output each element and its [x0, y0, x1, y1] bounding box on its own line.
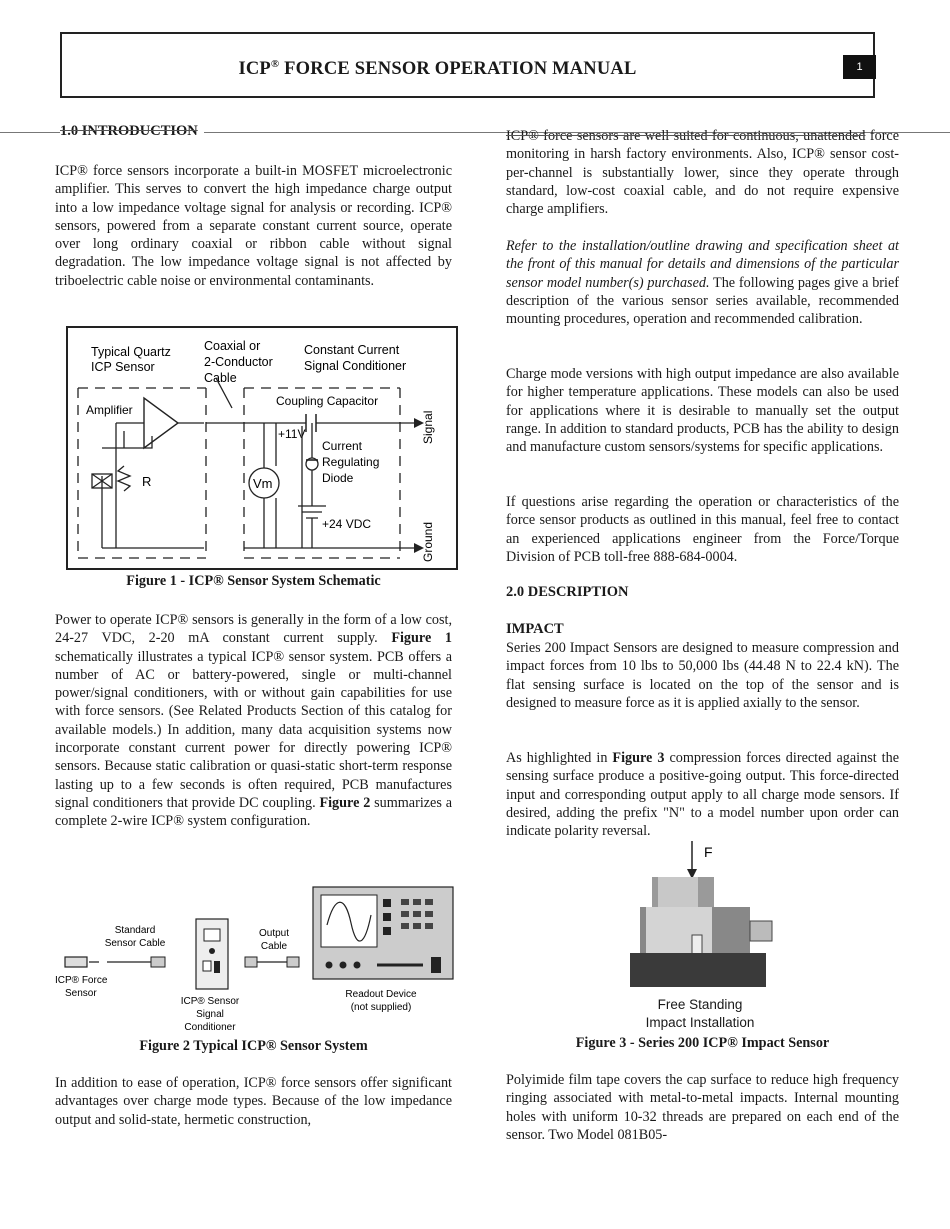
- intro-paragraph-2: Power to operate ICP® sensors is generally in the form of a low cost, 24-27 VDC, 2-20 mA constant current supply. Figure 1 schematically illustrates a typical ICP® sensor system. PCB offers a number of AC or battery-powered, single or multi-channel power/signal conditioners, with or without gain capabilities for use with force sensors. (See Related Products Section of this catalog for available models.) In addition, many data acquisition systems now incorporate constant current power for directly powering ICP® sensors. Because static calibration or quasi-static short-term response lasting up to a few seconds is often required, PCB manufactures signal conditioners that provide DC coupling. Figure 2 summarizes a complete 2-wire ICP® system configuration.: [55, 612, 453, 830]
- fig2-readout-2: (not supplied): [350, 1002, 412, 1013]
- fig1-signal-label: Signal: [421, 410, 435, 444]
- right-paragraph-3: Charge mode versions with high output impedance are also available for higher temperature applications. These models can also be used for applications where it is desirable to manually set the output range. In addition to standard products, PCB has the ability to design and manufacture custom sensors/systems for specific applications.: [506, 366, 899, 456]
- fig1-label-sensor-1: Typical Quartz: [91, 345, 171, 359]
- fig1-label-cable-2: 2-Conductor: [204, 355, 273, 369]
- fig1-label-cond-1: Constant Current: [304, 343, 400, 357]
- fig2-std-cable-2: Sensor Cable: [104, 938, 166, 949]
- figure2-system: [55, 885, 457, 1037]
- fig3-force-label: F: [704, 844, 713, 860]
- section-heading-introduction: 1.0 INTRODUCTION: [60, 123, 204, 140]
- coupling-capacitor-symbol: [306, 414, 316, 432]
- right-paragraph-1: ICP® force sensors are well suited for continuous, unattended force monitoring in harsh factory environments. Also, ICP® sensor cost-per-channel is substantially lower, since they operate through standard, low-cost coaxial cable, and do not require expensive charge amplifiers.: [506, 128, 900, 218]
- page-number: 1: [843, 55, 876, 79]
- subheading-impact: IMPACT: [506, 621, 570, 638]
- fig2-std-cable-1: Standard: [114, 925, 156, 936]
- mounting-base: [630, 953, 766, 987]
- fig1-vm-label: Vm: [253, 476, 273, 491]
- figure3-label: Free Standing Impact Installation: [645, 997, 755, 1030]
- fig2-readout-1: Readout Device: [345, 989, 417, 1000]
- right-paragraph-4: If questions arise regarding the operation or characteristics of the force sensor products as outlined in this manual, feel free to contact an experienced applications engineer from the Force/Torque Division of PCB toll-free 888-684-0004.: [506, 494, 899, 565]
- fig2-conditioner-3: Conditioner: [184, 1022, 236, 1033]
- fig1-supply: +24 VDC: [322, 517, 372, 531]
- force-sensor-icon: [65, 957, 87, 967]
- fig2-conditioner-1: ICP® Sensor: [180, 996, 240, 1007]
- fig1-label-cond-2: Signal Conditioner: [304, 359, 407, 373]
- fig1-amplifier-label: Amplifier: [86, 403, 133, 417]
- amplifier-symbol: [144, 398, 178, 448]
- fig2-conditioner-2: Signal: [196, 1009, 224, 1020]
- fig1-diode-3: Diode: [322, 471, 354, 485]
- figure1-caption: Figure 1 - ICP® Sensor System Schematic: [126, 573, 381, 589]
- intro-paragraph-1: ICP® force sensors incorporate a built-in MOSFET microelectronic amplifier. This serves to convert the high impedance charge output into a low impedance voltage signal for analysis or recording. ICP® sensors, powered from a separate constant current source, operate over long ordinary coaxial or ribbon cable without signal degradation. The low impedance voltage signal is not affected by triboelectric cable noise or environmental contaminants.: [55, 163, 452, 289]
- fig2-output-cable-1: Output: [258, 928, 290, 939]
- figure1-schematic: [66, 326, 458, 570]
- fig2-output-cable-2: Cable: [260, 941, 288, 952]
- resistor-symbol: [118, 466, 130, 491]
- fig2-force-sensor-2: Sensor: [65, 988, 97, 999]
- fig1-resistor-label: R: [142, 474, 152, 489]
- impact-paragraph-3: Polyimide film tape covers the cap surface to reduce high frequency ringing associated with metal-to-metal impacts. Internal mounting holes with uniform 10-32 threads are prepared on each end of the sensor. Two Model 081B05-: [506, 1072, 899, 1143]
- fig1-diode-2: Regulating: [322, 455, 380, 469]
- fig2-force-sensor-1: ICP® Force: [55, 975, 108, 986]
- fig1-coupling-label: Coupling Capacitor: [276, 394, 379, 408]
- fig1-ground-label: Ground: [421, 521, 435, 562]
- fig1-label-sensor-2: ICP Sensor: [91, 360, 155, 374]
- impact-paragraph-1: Series 200 Impact Sensors are designed to measure compression and impact forces from 10 lbs to 50,000 lbs (44.48 N to 22.4 kN). The flat sensing surface is located on the top of the sensor and is designed to measure force as it is applied axially to the sensor.: [506, 640, 899, 711]
- fig1-11v-label: +11V: [278, 427, 306, 441]
- fig1-diode-1: Current: [322, 439, 363, 453]
- figure2-caption: Figure 2 Typical ICP® Sensor System: [139, 1038, 368, 1054]
- section-heading-description: 2.0 DESCRIPTION: [506, 584, 634, 601]
- page-title: ICP® FORCE SENSOR OPERATION MANUAL: [238, 58, 637, 80]
- intro-paragraph-3: In addition to ease of operation, ICP® force sensors offer significant advantages over charge mode types. Because of the low impedance output and solid-state, hermetic construction,: [55, 1075, 452, 1128]
- fig1-label-cable-1: Coaxial or: [204, 339, 261, 353]
- figure3-impact-sensor: [600, 835, 800, 995]
- impact-paragraph-2: As highlighted in Figure 3 compression forces directed against the sensing surface produce a positive-going output. This force-directed input and corresponding output apply to all charge mode sensors. If desired, adding the prefix "N" to a model number upon order can indicate polarity reversal.: [506, 750, 900, 840]
- figure3-caption: Figure 3 - Series 200 ICP® Impact Sensor: [575, 1035, 830, 1051]
- fig1-label-cable-3: Cable: [204, 371, 237, 385]
- right-paragraph-2: Refer to the installation/outline drawing and specification sheet at the front of this manual for details and dimensions of the particular sensor model number(s) purchased. The following pages give a brief description of the various sensor series available, recommended mounting procedures, operation and recommended calibration.: [506, 238, 899, 328]
